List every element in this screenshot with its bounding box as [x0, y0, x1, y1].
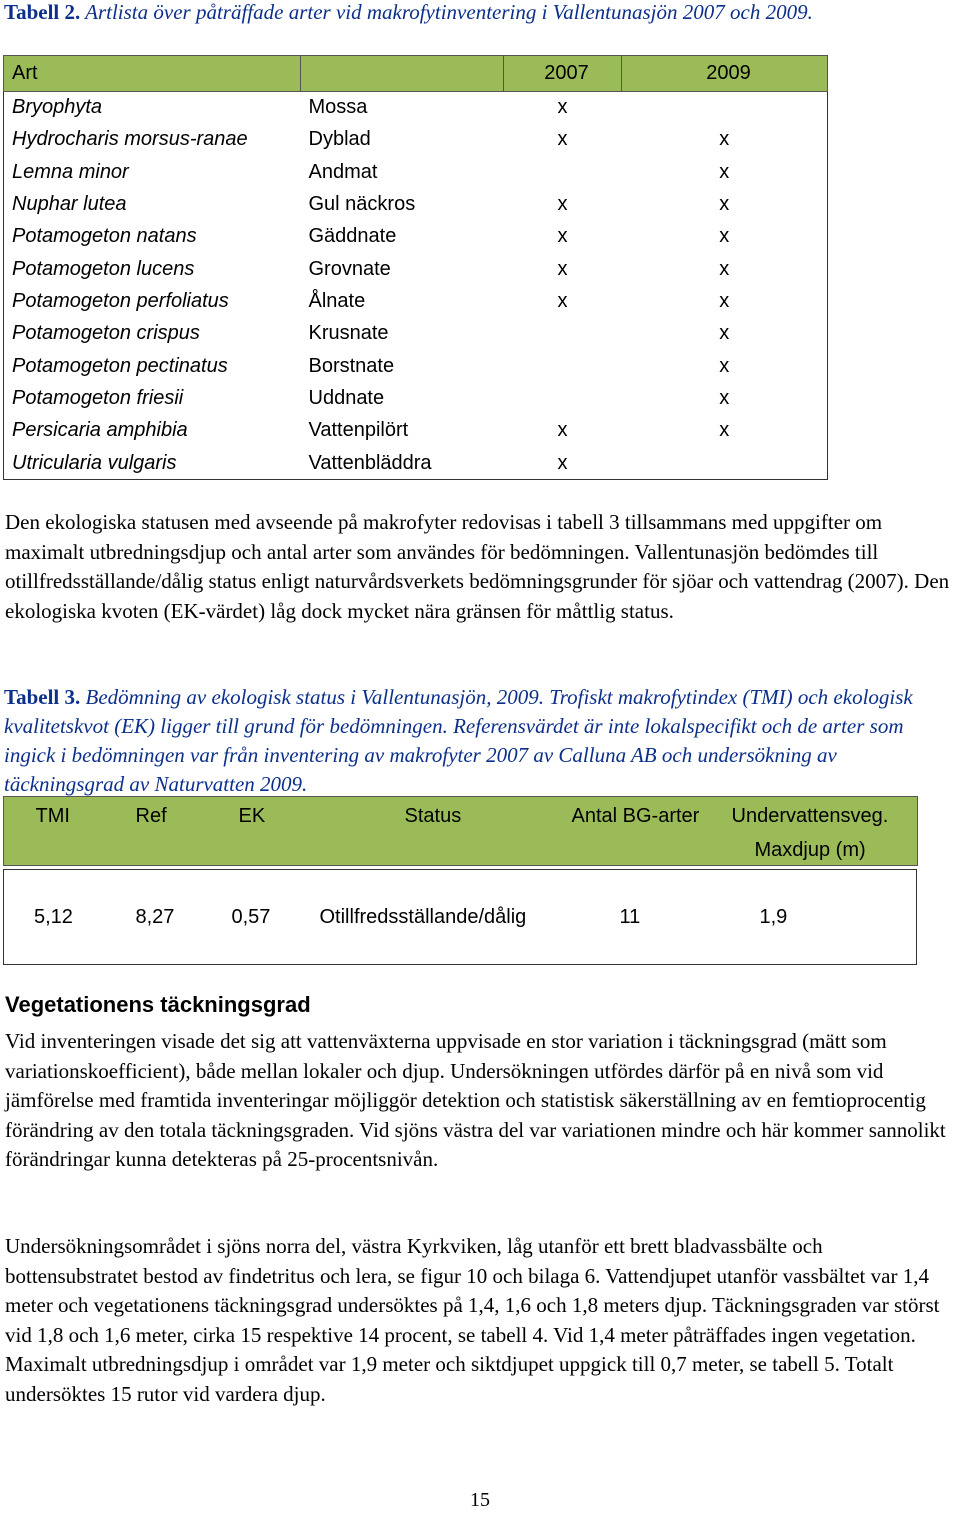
cell-common-name: Dyblad	[308, 128, 371, 151]
coverage-paragraph-1: Vid inventeringen visade det sig att vattenväxterna uppvisade en stor variation i täckningsgrad (mätt som variationskoefficient), både mellan lokaler och djup. Undersökningen utfördes därför på en nivå som vid jämförelse med framtida inventeringar möjliggör detektion och statistisk säkerställning av en femtioprocentig förändring av den totala täckningsgraden. Vid sjöns västra del var variationen mindre och här kommer sannolikt förändringar kunna detekteras på 25-procentsnivån.	[5, 1029, 946, 1171]
col-header-2009: 2009	[622, 56, 828, 92]
table-row	[4, 382, 828, 414]
cell-common-name: Andmat	[308, 160, 378, 183]
table-row	[4, 318, 828, 350]
cell-2007: x	[557, 128, 568, 151]
cell-ek: 0,57	[204, 870, 282, 965]
cell-maxdjup: 1,9	[692, 870, 917, 965]
coverage-paragraph-2: Undersökningsområdet i sjöns norra del, västra Kyrkviken, låg utanför ett brett bladvassbälte och bottensubstratet bestod av findetritus och lera, se figur 10 och bilaga 6. Vattendjupet utanför vassbältet var 1,4 meter och vegetationens täckningsgrad undersöktes på 1,4, 1,6 och 1,8 meters djup. Täckningsgraden var störst vid 1,8 och 1,6 meter, cirka 15 respektive 14 procent, se tabell 4. Vid 1,4 meter påträffades ingen vegetation. Maximalt utbredningsdjup i området var 1,9 meter och siktdjupet uppgick till 0,7 meter, se tabell 5. Totalt undersöktes 15 rutor vid vardera djup.	[5, 1234, 940, 1406]
col-header-ek: EK	[238, 804, 266, 827]
page-number: 15	[470, 1489, 490, 1511]
cell-2009: x	[719, 354, 730, 377]
table2-caption	[4, 0, 954, 27]
status-table	[3, 797, 917, 965]
cell-2007	[504, 156, 622, 188]
cell-2009: x	[719, 160, 730, 183]
cell-common-name: Uddnate	[308, 387, 385, 410]
cell-2009: x	[719, 257, 730, 280]
cell-species: Potamogeton pectinatus	[12, 354, 228, 377]
section-heading: Vegetationens täckningsgrad	[5, 992, 311, 1017]
col-header-undervattensveg: Undervattensveg.	[731, 804, 889, 827]
cell-2009: x	[719, 419, 730, 442]
cell-2009	[622, 92, 828, 124]
table-row	[4, 447, 828, 479]
cell-2009: x	[719, 290, 730, 313]
table2-caption-label: Tabell 2.	[4, 0, 81, 24]
cell-species: Lemna minor	[12, 160, 129, 183]
status-paragraph: Den ekologiska statusen med avseende på makrofyter redovisas i tabell 3 tillsammans med uppgifter om maximalt utbredningsdjup och antal arter som användes för bedömningen. Vallentunasjön bedömdes till otillfredsställande/dålig status enligt naturvårdsverkets bedömningsgrunder för sjöar och vattendrag (2007). Den ekologiska kvoten (EK-värdet) låg dock mycket nära gränsen för måttlig status.	[5, 510, 950, 623]
col-header-maxdjup: Maxdjup (m)	[754, 838, 866, 861]
col-header-name	[301, 56, 504, 92]
cell-2009	[622, 447, 828, 479]
cell-species: Nuphar lutea	[12, 193, 127, 216]
cell-tmi: 5,12	[4, 870, 104, 965]
table-row	[4, 156, 828, 188]
species-table-header	[4, 56, 828, 92]
col-header-ref: Ref	[135, 804, 167, 827]
cell-2007	[504, 318, 622, 350]
table3-caption	[4, 683, 954, 799]
cell-2009: x	[719, 387, 730, 410]
col-header-art: Art	[4, 56, 301, 92]
table-row	[4, 285, 828, 317]
cell-species: Potamogeton lucens	[12, 257, 195, 280]
cell-common-name: Vattenpilört	[308, 419, 409, 442]
table3-caption-text: Bedömning av ekologisk status i Vallentunasjön, 2009. Trofiskt makrofytindex (TMI) och ekologisk kvalitetskvot (EK) ligger till grund för bedömningen. Referensvärdet är inte lokalspecifikt och de arter som ingick i bedömningen var från inventering av makrofyter 2007 av Calluna AB och undersökning av täckningsgrad av Naturvatten 2009.	[4, 685, 913, 796]
cell-common-name: Vattenbläddra	[308, 451, 432, 474]
table-row	[4, 124, 828, 156]
cell-species: Potamogeton friesii	[12, 387, 184, 410]
cell-common-name: Krusnate	[308, 322, 389, 345]
cell-species: Persicaria amphibia	[12, 419, 188, 442]
table-row	[4, 221, 828, 253]
cell-species: Potamogeton natans	[12, 225, 197, 248]
cell-2007	[504, 350, 622, 382]
cell-2009: x	[719, 322, 730, 345]
cell-2007: x	[557, 225, 568, 248]
col-header-2007: 2007	[504, 56, 622, 92]
cell-2009: x	[719, 193, 730, 216]
table-row	[4, 188, 828, 220]
table-row	[4, 350, 828, 382]
cell-species: Potamogeton crispus	[12, 322, 200, 345]
cell-common-name: Grovnate	[308, 257, 391, 280]
cell-2007: x	[557, 419, 568, 442]
cell-2009: x	[719, 225, 730, 248]
cell-species: Hydrocharis morsus-ranae	[12, 128, 248, 151]
table-row	[4, 92, 828, 124]
cell-2009: x	[719, 128, 730, 151]
cell-species: Potamogeton perfoliatus	[12, 290, 229, 313]
table-row	[4, 870, 917, 965]
cell-species: Utricularia vulgaris	[12, 451, 177, 474]
cell-species: Bryophyta	[12, 96, 103, 119]
cell-common-name: Mossa	[308, 96, 368, 119]
cell-common-name: Gul näckros	[308, 193, 416, 216]
cell-2007: x	[557, 451, 568, 474]
cell-common-name: Gäddnate	[308, 225, 397, 248]
col-header-status: Status	[404, 804, 462, 827]
status-table-header	[4, 797, 917, 835]
species-table	[3, 55, 828, 480]
cell-2007: x	[557, 193, 568, 216]
cell-ref: 8,27	[104, 870, 204, 965]
cell-status: Otillfredsställande/dålig	[282, 870, 532, 965]
table3-caption-label: Tabell 3.	[4, 685, 81, 709]
cell-2007	[504, 382, 622, 414]
col-header-tmi: TMI	[35, 804, 70, 827]
table-row	[4, 253, 828, 285]
cell-2007: x	[557, 290, 568, 313]
cell-antal: 11	[532, 870, 692, 965]
table2-caption-text: Artlista över påträffade arter vid makrofytinventering i Vallentunasjön 2007 och 2009.	[80, 0, 813, 24]
col-header-antal: Antal BG-arter	[571, 804, 700, 827]
cell-common-name: Borstnate	[308, 354, 395, 377]
table-row	[4, 415, 828, 447]
cell-2007: x	[557, 96, 568, 119]
cell-common-name: Ålnate	[308, 290, 366, 313]
cell-2007: x	[557, 257, 568, 280]
